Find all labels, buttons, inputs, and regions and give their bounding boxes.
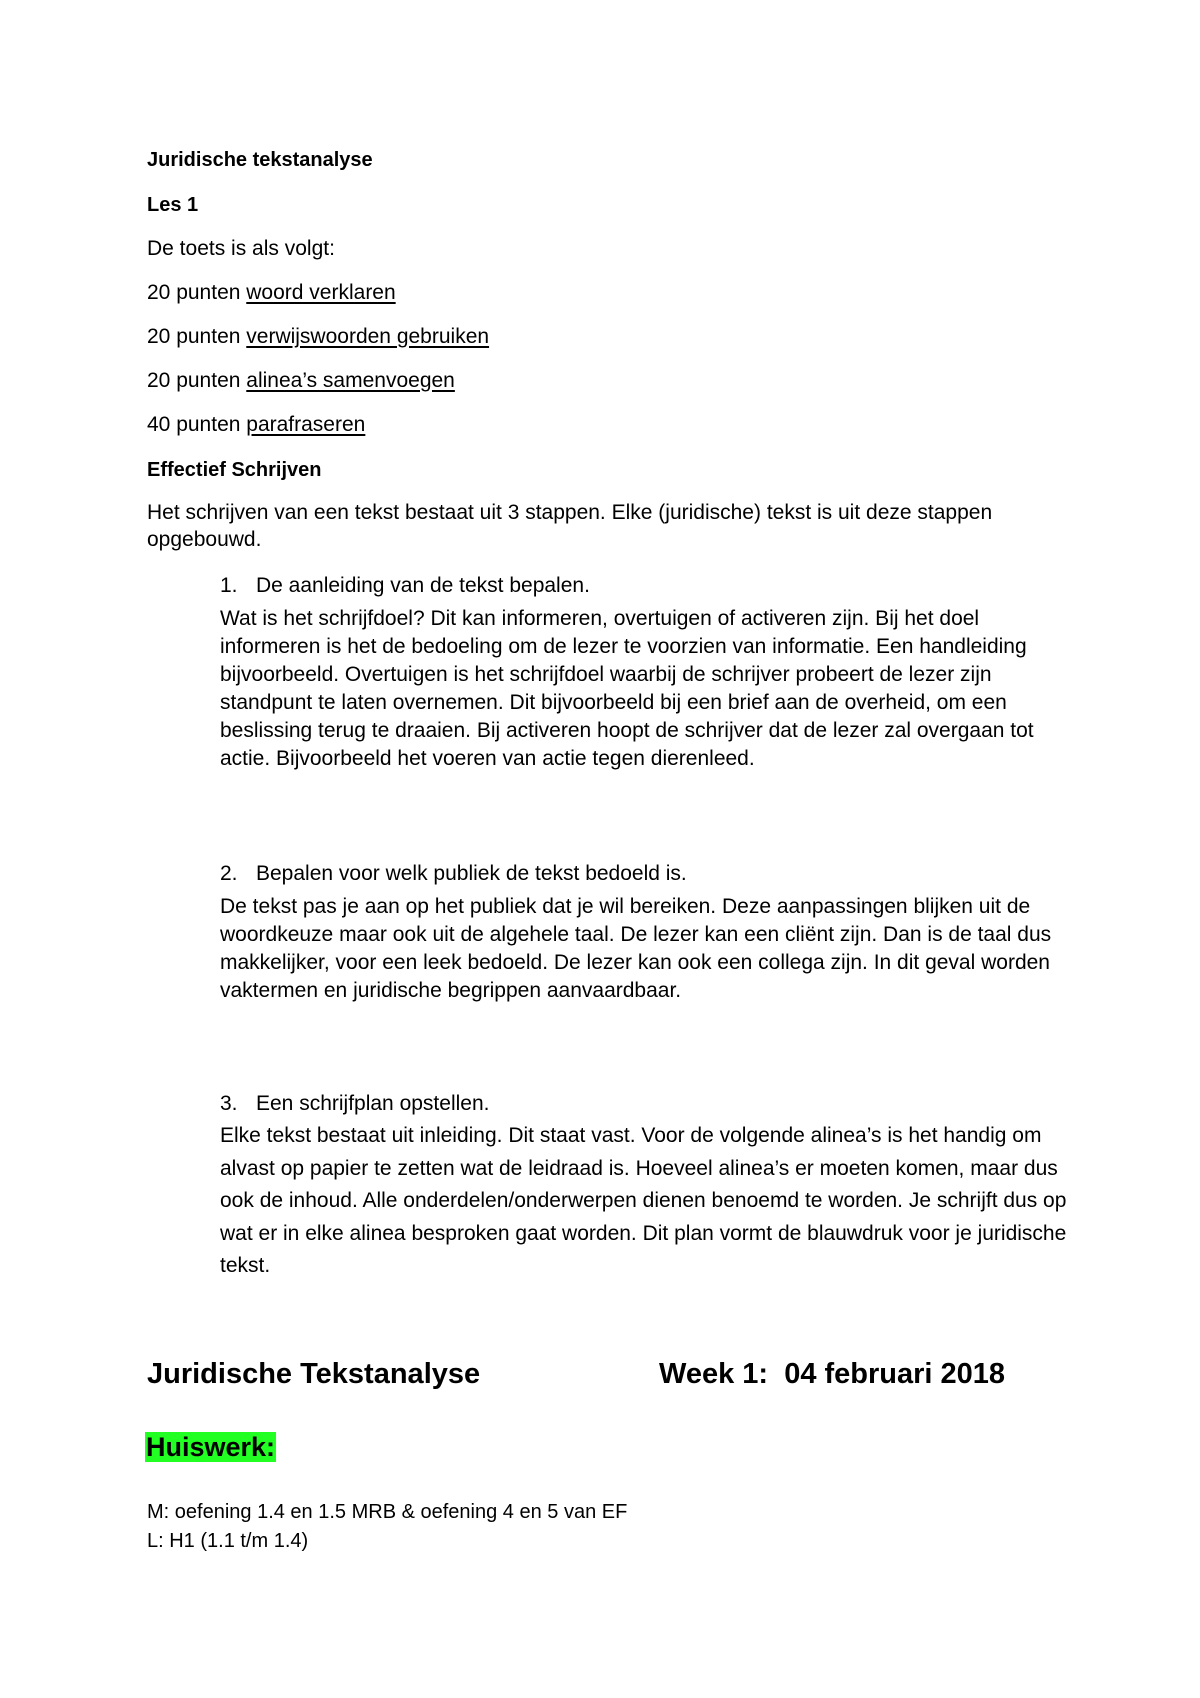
- homework-label-wrap: [145, 1430, 276, 1464]
- step-title: Bepalen voor welk publiek de tekst bedoeld is.: [256, 862, 687, 885]
- score-points: 20 punten: [147, 325, 247, 348]
- step-title: De aanleiding van de tekst bepalen.: [256, 574, 590, 597]
- step-number: 3.: [220, 1092, 238, 1115]
- score-topic: alinea’s samenvoegen: [246, 369, 455, 392]
- homework-line: L: H1 (1.1 t/m 1.4): [147, 1530, 309, 1552]
- homework-label: Huiswerk:: [146, 1432, 276, 1462]
- score-line: [147, 368, 455, 394]
- section-intro: Het schrijven van een tekst bestaat uit 3 stappen. Elke (juridische) tekst is uit deze stappen opgebouwd.: [147, 501, 993, 551]
- score-points: 20 punten: [147, 369, 247, 392]
- step-text: Wat is het schrijfdoel? Dit kan informeren, overtuigen of activeren zijn. Bij het doel informeren is het de bedoeling om de lezer te voorzien van informatie. Een handleiding bijvoorbeeld. Overtuigen is het schrijfdoel waarbij de schrijver probeert de lezer zijn standpunt te laten overnemen. Dit bijvoorbeeld bij een brief aan de overheid, om een beslissing terug te draaien. Bij activeren hoopt de schrijver dat de lezer zal overgaan tot actie. Bijvoorbeeld het voeren van actie tegen dierenleed.: [220, 607, 1034, 770]
- score-line: [147, 412, 365, 438]
- score-line: [147, 280, 396, 306]
- score-points: 20 punten: [147, 281, 247, 304]
- score-topic: verwijswoorden gebruiken: [246, 325, 490, 348]
- score-line: [147, 324, 489, 350]
- test-intro: De toets is als volgt:: [147, 237, 335, 260]
- lesson-label: Les 1: [147, 194, 199, 216]
- step-title: Een schrijfplan opstellen.: [256, 1092, 490, 1115]
- step-number: 1.: [220, 574, 238, 597]
- homework-line: M: oefening 1.4 en 1.5 MRB & oefening 4 en 5 van EF: [147, 1501, 628, 1523]
- step-text: De tekst pas je aan op het publiek dat je wil bereiken. Deze aanpassingen blijken uit de woordkeuze maar ook uit de algehele taal. De lezer kan een cliënt zijn. Dan is de taal dus makkelijker, voor een leek bedoeld. De lezer kan ook een collega zijn. In dit geval worden vaktermen en juridische begrippen aanvaardbaar.: [220, 895, 1052, 1002]
- step-text: Elke tekst bestaat uit inleiding. Dit staat vast. Voor de volgende alinea’s is het handig om alvast op papier te zetten wat de leidraad is. Hoeveel alinea’s er moeten komen, maar dus ook de inhoud. Alle onderdelen/onderwerpen dienen benoemd te worden. Je schrijft dus op wat er in elke alinea besproken gaat worden. Dit plan vormt de blauwdruk voor je juridische tekst.: [220, 1124, 1067, 1277]
- score-points: 40 punten: [147, 413, 247, 436]
- document-heading: Juridische tekstanalyse: [147, 149, 373, 171]
- score-topic: woord verklaren: [246, 281, 396, 304]
- step-number: 2.: [220, 862, 238, 885]
- score-topic: parafraseren: [246, 413, 366, 436]
- section-title: Effectief Schrijven: [147, 459, 322, 481]
- week-date: Week 1: 04 februari 2018: [659, 1358, 1006, 1390]
- course-title: Juridische Tekstanalyse: [147, 1358, 481, 1390]
